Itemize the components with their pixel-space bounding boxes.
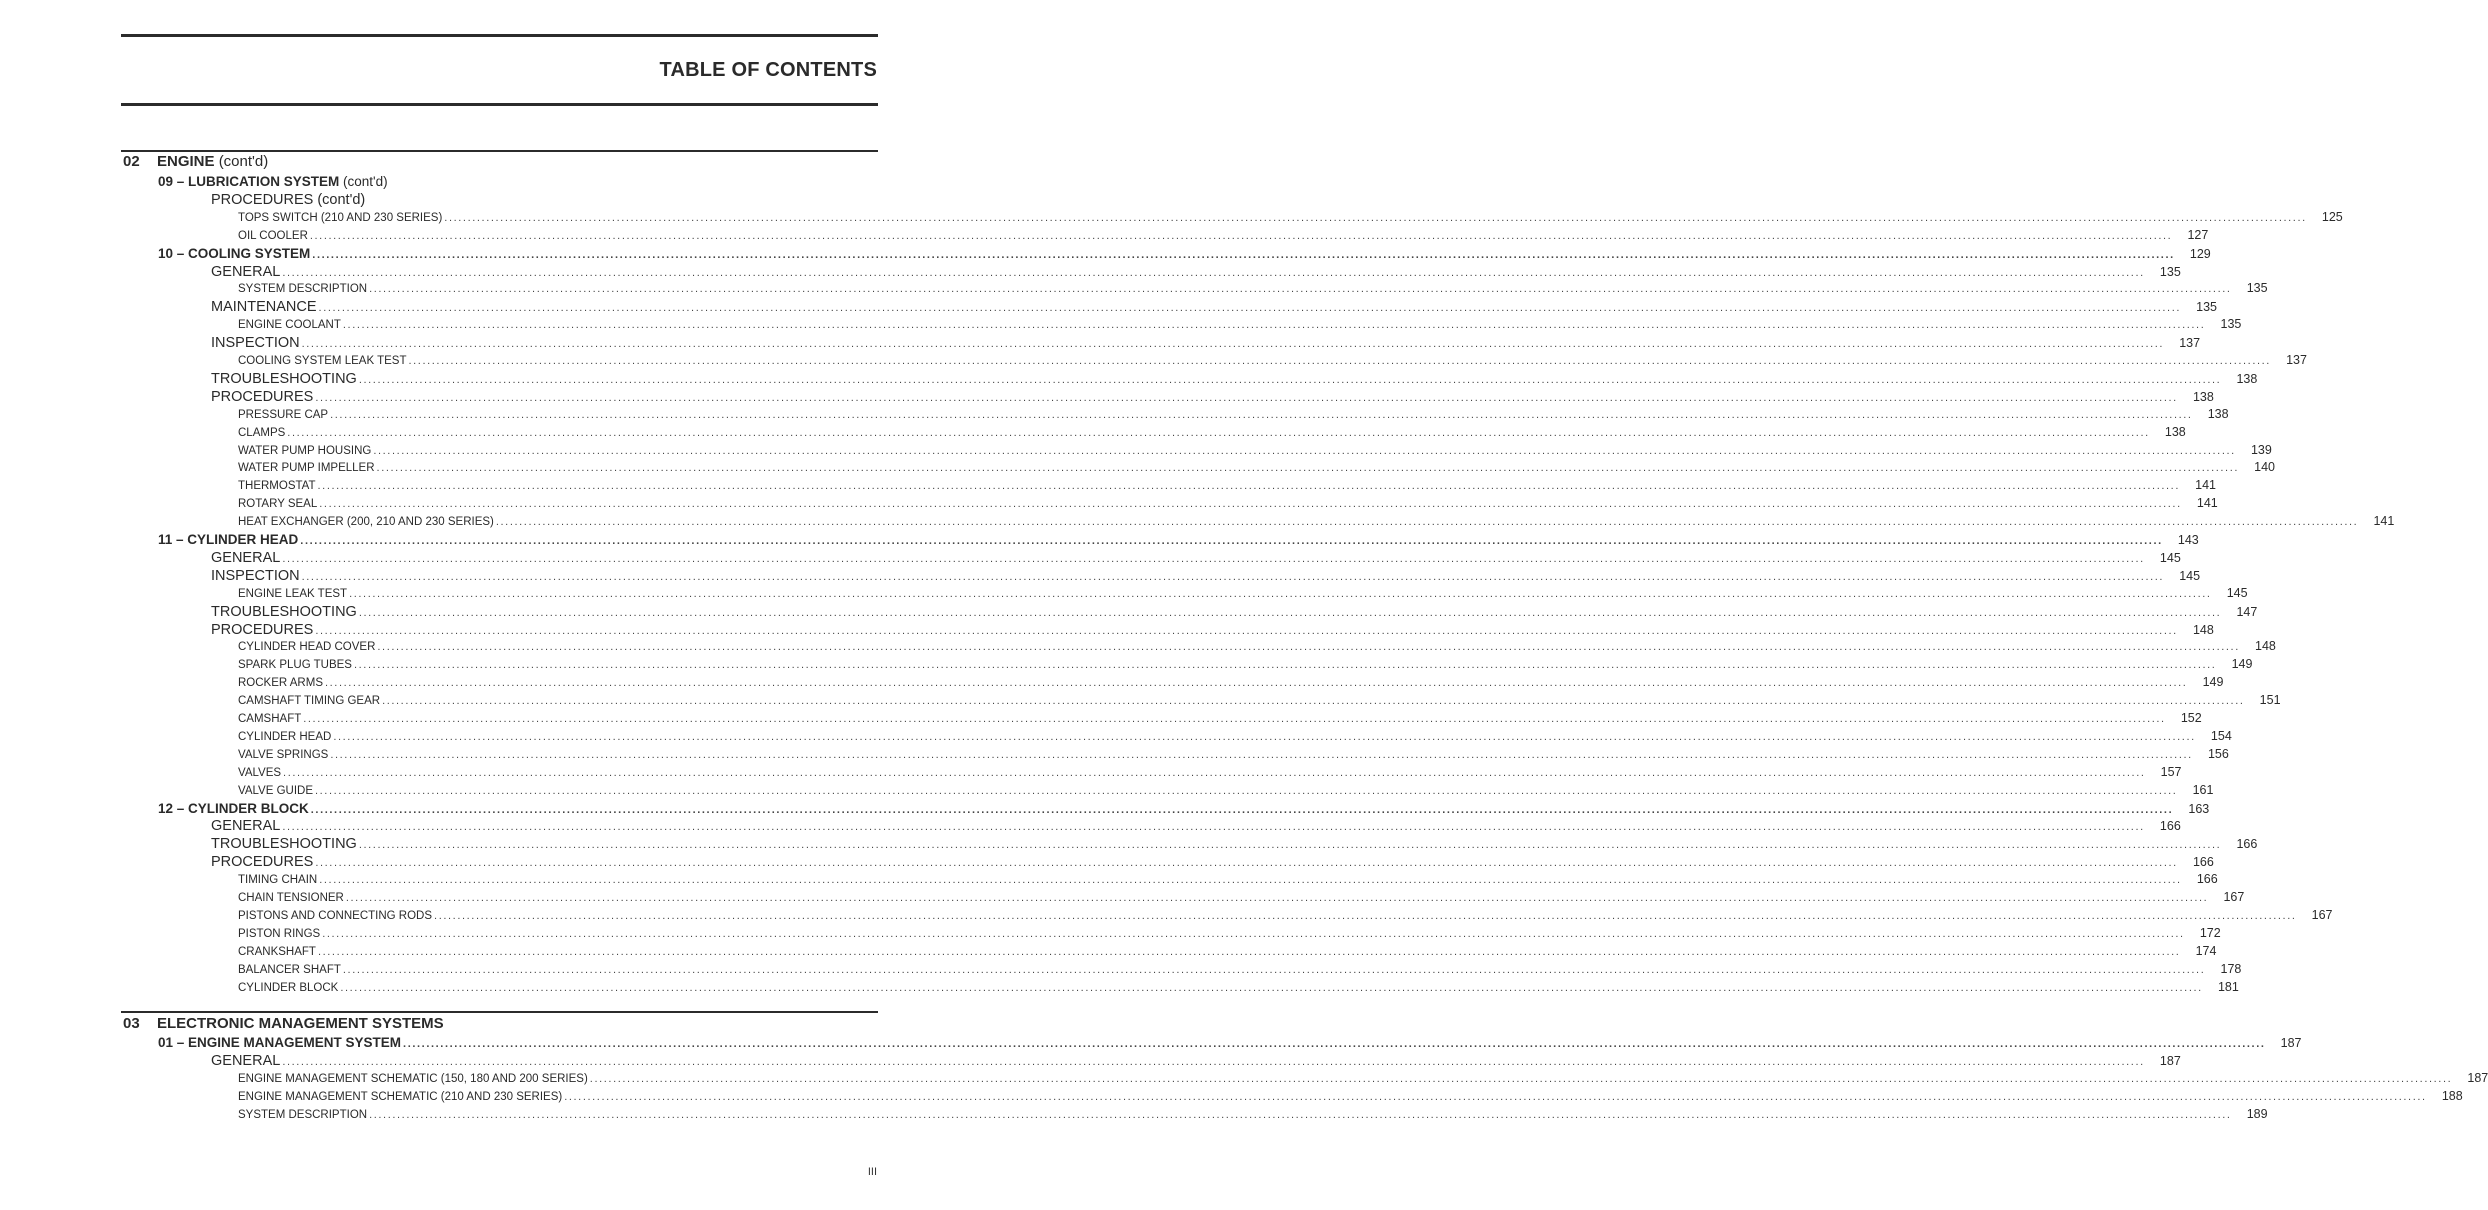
toc-entry-label: [238, 641, 375, 653]
toc-entry[interactable]: [238, 585, 2248, 600]
toc-entry-page: 139: [2250, 442, 2272, 457]
section-title: [157, 153, 268, 170]
toc-entry-page: 148: [2192, 622, 2214, 637]
toc-entry-label: [238, 695, 380, 707]
toc-entry-title: PROCEDURES: [211, 621, 314, 638]
toc-entry-page: 125: [2321, 209, 2343, 224]
dot-leader: ................................................................................................................................................................................................................................................................................................................................................................................................................: [322, 927, 2185, 940]
toc-entry[interactable]: [238, 442, 2272, 457]
toc-entry-title: PROCEDURES (cont'd): [211, 191, 366, 208]
dot-leader: ................................................................................................................................................................................................................................................................................................................................................................................................................: [319, 874, 2182, 887]
section-title: ELECTRONIC MANAGEMENT SYSTEMS: [157, 1015, 444, 1032]
dot-leader: ................................................................................................................................................................................................................................................................................................................................................................................................................: [310, 803, 2174, 816]
toc-entry-title: INSPECTION: [211, 567, 300, 584]
toc-entry[interactable]: [238, 496, 2218, 511]
section-02-rule: [121, 150, 878, 152]
dot-leader: ................................................................................................................................................................................................................................................................................................................................................................................................................: [312, 248, 2175, 261]
dot-leader: ................................................................................................................................................................................................................................................................................................................................................................................................................: [330, 408, 2193, 421]
toc-entry[interactable]: [238, 746, 2229, 761]
toc-entry-label: [158, 532, 298, 547]
toc-entry-label: [238, 319, 341, 331]
toc-entry-title: ENGINE COOLANT: [238, 319, 341, 332]
toc-entry[interactable]: [238, 424, 2186, 439]
toc-entry-page: 181: [2217, 979, 2239, 994]
dot-leader: ................................................................................................................................................................................................................................................................................................................................................................................................................: [333, 730, 2196, 743]
dot-leader: ................................................................................................................................................................................................................................................................................................................................................................................................................: [353, 659, 2217, 672]
toc-entry-title: PISTON RINGS: [238, 927, 321, 940]
toc-entry-page: 161: [2192, 782, 2214, 797]
toc-entry[interactable]: [211, 854, 2214, 871]
toc-entry-page: 147: [2236, 604, 2258, 619]
dot-leader: ................................................................................................................................................................................................................................................................................................................................................................................................................: [283, 766, 2146, 779]
toc-entry-label: [158, 801, 309, 816]
toc-entry-label: [238, 713, 301, 725]
toc-entry-label: [211, 550, 280, 566]
toc-entry[interactable]: [238, 872, 2218, 887]
toc-entry-label: [238, 230, 308, 242]
toc-entry-label: [158, 174, 388, 189]
toc-entry[interactable]: [238, 227, 2209, 242]
dot-leader: ................................................................................................................................................................................................................................................................................................................................................................................................................: [319, 498, 2182, 511]
toc-entry-title: SYSTEM DESCRIPTION: [238, 1108, 368, 1121]
dot-leader: ................................................................................................................................................................................................................................................................................................................................................................................................................: [340, 981, 2203, 994]
toc-entry-label: [238, 659, 352, 671]
toc-entry-page: 143: [2177, 533, 2199, 547]
toc-entry-page: 189: [2246, 1106, 2268, 1121]
toc-entry-page: 129: [2189, 246, 2211, 261]
toc-entry[interactable]: [158, 1035, 2302, 1050]
dot-leader: ................................................................................................................................................................................................................................................................................................................................................................................................................: [315, 624, 2178, 637]
toc-entry-label: [238, 498, 317, 510]
dot-leader: ................................................................................................................................................................................................................................................................................................................................................................................................................: [282, 266, 2145, 279]
toc-entry-label: [238, 677, 323, 689]
toc-entry-title: 11 – CYLINDER HEAD: [158, 532, 299, 547]
toc-entry[interactable]: [158, 245, 2211, 261]
toc-entry-title: CYLINDER HEAD COVER: [238, 641, 376, 654]
toc-entry-page: 157: [2160, 764, 2182, 779]
toc-entry-title: ENGINE MANAGEMENT SCHEMATIC (210 AND 230 SERIES): [238, 1090, 563, 1103]
toc-entry-title: 10 – COOLING SYSTEM: [158, 245, 311, 261]
dot-leader: ................................................................................................................................................................................................................................................................................................................................................................................................................: [373, 444, 2236, 457]
toc-entry-label: [211, 604, 357, 620]
toc-entry[interactable]: [238, 209, 2343, 224]
section-03-rule: [121, 1011, 878, 1013]
toc-entry-title: CLAMPS: [238, 426, 286, 439]
dot-leader: ................................................................................................................................................................................................................................................................................................................................................................................................................: [376, 462, 2240, 475]
toc-entry[interactable]: [238, 675, 2224, 690]
toc-entry-page: 187: [2280, 1036, 2302, 1050]
toc-entry-label: [238, 892, 344, 904]
dot-leader: ................................................................................................................................................................................................................................................................................................................................................................................................................: [300, 535, 2163, 547]
dot-leader: ................................................................................................................................................................................................................................................................................................................................................................................................................: [358, 839, 2222, 852]
toc-entry[interactable]: [238, 728, 2232, 743]
dot-leader: ................................................................................................................................................................................................................................................................................................................................................................................................................: [282, 1055, 2145, 1068]
toc-entry-title: VALVES: [238, 766, 282, 779]
toc-entry-label: [238, 516, 494, 528]
toc-entry[interactable]: [238, 711, 2202, 725]
toc-entry-label: [211, 299, 317, 315]
toc-entry-page: 149: [2202, 675, 2224, 690]
toc-entry-page: 135: [2159, 264, 2181, 279]
toc-entry-page: 188: [2441, 1088, 2463, 1103]
dot-leader: ................................................................................................................................................................................................................................................................................................................................................................................................................: [345, 892, 2209, 904]
toc-entry-title: CYLINDER HEAD: [238, 730, 332, 743]
toc-entry-title: ENGINE LEAK TEST: [238, 587, 348, 600]
toc-entry[interactable]: [211, 836, 2258, 853]
toc-entry[interactable]: [238, 460, 2276, 475]
toc-entry-page: 166: [2196, 872, 2218, 887]
toc-entry[interactable]: [238, 353, 2307, 367]
section-03-heading: [121, 1015, 878, 1033]
toc-entry-page: 138: [2207, 406, 2229, 421]
toc-entry[interactable]: [238, 478, 2216, 493]
toc-entry-label: [238, 928, 320, 940]
toc-entry-page: 174: [2195, 943, 2217, 958]
toc-entry-label: [238, 283, 367, 295]
toc-entry[interactable]: [211, 335, 2201, 352]
toc-entry-page: 141: [2196, 496, 2218, 511]
section-title-suffix: (cont'd): [218, 153, 269, 170]
dot-leader: ................................................................................................................................................................................................................................................................................................................................................................................................................: [564, 1090, 2427, 1103]
toc-entry[interactable]: [238, 979, 2239, 994]
toc-entry-title: VALVE GUIDE: [238, 784, 313, 797]
toc-entry-label: [238, 462, 375, 474]
header-bottom-rule: [121, 103, 878, 106]
toc-entry-title: GENERAL: [211, 1052, 281, 1069]
toc-entry-title: PRESSURE CAP: [238, 408, 329, 421]
toc-entry-title: GENERAL: [211, 818, 281, 835]
toc-entry[interactable]: [211, 1052, 2181, 1069]
toc-entry-page: 138: [2164, 424, 2186, 439]
dot-leader: ................................................................................................................................................................................................................................................................................................................................................................................................................: [495, 516, 2359, 529]
toc-entry-page: 145: [2159, 550, 2181, 565]
toc-entry-label: [238, 212, 442, 224]
dot-leader: ................................................................................................................................................................................................................................................................................................................................................................................................................: [342, 963, 2206, 976]
section-02-heading: [121, 153, 878, 171]
toc-entry-page: 138: [2236, 371, 2258, 386]
toc-entry-title: TOPS SWITCH (210 AND 230 SERIES): [238, 211, 443, 224]
toc-entry-title: ROCKER ARMS: [238, 677, 323, 690]
toc-entry[interactable]: [238, 907, 2333, 922]
toc-entry-title: CAMSHAFT: [238, 713, 302, 725]
toc-entry-label: [211, 836, 357, 852]
toc-entry-page: 156: [2207, 746, 2229, 761]
toc-entry-label: [238, 1091, 562, 1103]
toc-entry[interactable]: [238, 281, 2268, 296]
toc-entry-page: 145: [2226, 585, 2248, 600]
toc-entry-page: 187: [2467, 1070, 2488, 1085]
toc-entry-page: 172: [2199, 925, 2221, 940]
toc-entry-title: 12 – CYLINDER BLOCK: [158, 800, 309, 816]
toc-entry-title: CAMSHAFT TIMING GEAR: [238, 695, 381, 708]
toc-entry-title: 09 – LUBRICATION SYSTEM: [158, 174, 340, 189]
toc-entry-label: [238, 874, 317, 886]
toc-entry-page: 167: [2223, 890, 2245, 904]
toc-entry-label: [238, 445, 371, 457]
toc-entry-label: [158, 1035, 401, 1050]
dot-leader: ................................................................................................................................................................................................................................................................................................................................................................................................................: [434, 909, 2297, 922]
toc-entry-title: TIMING CHAIN: [238, 874, 318, 887]
toc-entry-title: INSPECTION: [211, 335, 300, 352]
toc-entry[interactable]: [238, 1070, 2488, 1085]
toc-entry[interactable]: [158, 532, 2199, 547]
toc-entry-page: 135: [2196, 300, 2218, 315]
toc-entry[interactable]: [211, 263, 2181, 280]
toc-entry-label: [238, 731, 331, 743]
toc-entry-label: [211, 371, 357, 387]
toc-entry-page: 138: [2192, 389, 2214, 404]
toc-entry-label: [238, 1073, 588, 1085]
toc-entry-page: 127: [2187, 227, 2209, 242]
dot-leader: ................................................................................................................................................................................................................................................................................................................................................................................................................: [330, 748, 2193, 761]
toc-entry[interactable]: [238, 317, 2242, 332]
toc-entry-label: [211, 1053, 280, 1069]
dot-leader: ................................................................................................................................................................................................................................................................................................................................................................................................................: [317, 480, 2180, 493]
toc-entry-label: [238, 767, 281, 779]
toc-entry-title: HEAT EXCHANGER (200, 210 AND 230 SERIES): [238, 516, 494, 529]
toc-entry-page: 166: [2236, 837, 2258, 852]
toc-entry-label: [238, 1109, 367, 1121]
toc-entry-label: [211, 568, 300, 584]
dot-leader: ................................................................................................................................................................................................................................................................................................................................................................................................................: [282, 552, 2145, 565]
toc-entry-page: 140: [2254, 460, 2276, 475]
section-title-text: ENGINE: [157, 153, 215, 170]
toc-entry-page: 154: [2210, 728, 2232, 743]
toc-entry-title: TROUBLESHOOTING: [211, 603, 357, 620]
toc-entry-title: OIL COOLER: [238, 229, 308, 242]
toc-entry-title: COOLING SYSTEM LEAK TEST: [238, 355, 407, 367]
toc-entry-label: [158, 246, 310, 261]
dot-leader: ................................................................................................................................................................................................................................................................................................................................................................................................................: [303, 713, 2166, 725]
toc-entry-page: 135: [2246, 281, 2268, 296]
toc-entry[interactable]: [238, 782, 2214, 797]
toc-entry-label: [238, 355, 407, 367]
dot-leader: ................................................................................................................................................................................................................................................................................................................................................................................................................: [301, 570, 2165, 583]
toc-entry[interactable]: [158, 174, 878, 189]
footer-page-number: III: [867, 1166, 877, 1178]
dot-leader: ................................................................................................................................................................................................................................................................................................................................................................................................................: [589, 1072, 2453, 1085]
toc-entry-title: THERMOSTAT: [238, 480, 316, 493]
dot-leader: ................................................................................................................................................................................................................................................................................................................................................................................................................: [282, 821, 2145, 834]
dot-leader: ................................................................................................................................................................................................................................................................................................................................................................................................................: [369, 283, 2232, 296]
dot-leader: ................................................................................................................................................................................................................................................................................................................................................................................................................: [315, 857, 2178, 870]
toc-entry[interactable]: [211, 388, 2214, 405]
toc-entry[interactable]: [238, 943, 2217, 958]
toc-entry-label: [238, 785, 313, 797]
toc-entry-page: 148: [2255, 639, 2276, 654]
header-top-rule: [121, 34, 878, 37]
toc-entry[interactable]: [211, 567, 2201, 584]
toc-entry-title: 01 – ENGINE MANAGEMENT SYSTEM: [158, 1035, 402, 1050]
dot-leader: ................................................................................................................................................................................................................................................................................................................................................................................................................: [358, 373, 2222, 386]
toc-entry-title: PROCEDURES: [211, 388, 314, 405]
toc-entry[interactable]: [211, 549, 2181, 566]
dot-leader: ................................................................................................................................................................................................................................................................................................................................................................................................................: [301, 338, 2165, 351]
toc-entry-page: 166: [2159, 819, 2181, 834]
toc-entry-title: TROUBLESHOOTING: [211, 836, 357, 853]
dot-leader: ................................................................................................................................................................................................................................................................................................................................................................................................................: [318, 302, 2182, 315]
toc-entry-page: 141: [2195, 478, 2216, 493]
toc-entry-label: [211, 622, 313, 638]
toc-entry[interactable]: [238, 1106, 2268, 1121]
toc-entry[interactable]: [158, 800, 2210, 816]
toc-entry-page: 167: [2311, 907, 2333, 922]
toc-entry-page: 178: [2220, 961, 2242, 976]
toc-entry-title: SPARK PLUG TUBES: [238, 659, 352, 672]
toc-entry-suffix: (cont'd): [343, 174, 388, 189]
toc-entry-title: WATER PUMP IMPELLER: [238, 462, 375, 475]
toc-entry[interactable]: [238, 961, 2242, 976]
toc-entry-title: WATER PUMP HOUSING: [238, 444, 372, 457]
toc-entry-page: 166: [2192, 855, 2214, 870]
toc-entry-label: [211, 389, 313, 405]
toc-entry[interactable]: [238, 925, 2221, 940]
toc-entry[interactable]: [211, 621, 2214, 638]
toc-entry-label: [238, 910, 432, 922]
toc-entry-page: 187: [2159, 1053, 2181, 1068]
toc-entry-title: CYLINDER BLOCK: [238, 981, 339, 994]
toc-entry-title: PROCEDURES: [211, 854, 314, 871]
toc-entry-label: [211, 264, 280, 280]
dot-leader: ................................................................................................................................................................................................................................................................................................................................................................................................................: [317, 945, 2181, 958]
toc-entry[interactable]: [238, 639, 2276, 654]
dot-leader: ................................................................................................................................................................................................................................................................................................................................................................................................................: [315, 391, 2178, 404]
toc-entry-title: MAINTENANCE: [211, 299, 317, 316]
toc-entry-label: [211, 854, 313, 870]
toc-entry[interactable]: [211, 603, 2258, 620]
toc-entry-label: [211, 192, 365, 208]
toc-entry[interactable]: [238, 764, 2182, 779]
toc-entry-label: [238, 946, 316, 958]
section-number: 03: [123, 1015, 140, 1032]
dot-leader: ................................................................................................................................................................................................................................................................................................................................................................................................................: [444, 211, 2307, 224]
toc-entry-title: VALVE SPRINGS: [238, 748, 329, 761]
toc-entry-title: CHAIN TENSIONER: [238, 892, 344, 904]
dot-leader: ................................................................................................................................................................................................................................................................................................................................................................................................................: [287, 426, 2150, 439]
dot-leader: ................................................................................................................................................................................................................................................................................................................................................................................................................: [408, 355, 2271, 367]
toc-entry-page: 151: [2259, 693, 2281, 708]
toc-entry-page: 163: [2188, 801, 2210, 816]
toc-entry[interactable]: [238, 657, 2253, 672]
toc-entry-label: [238, 409, 328, 421]
toc-entry[interactable]: [238, 406, 2229, 421]
toc-entry-title: BALANCER SHAFT: [238, 963, 341, 976]
dot-leader: ................................................................................................................................................................................................................................................................................................................................................................................................................: [342, 319, 2206, 332]
toc-entry-page: 152: [2180, 711, 2202, 725]
toc-entry-page: 149: [2231, 657, 2253, 672]
toc-entry-page: 137: [2286, 353, 2307, 367]
dot-leader: ................................................................................................................................................................................................................................................................................................................................................................................................................: [349, 587, 2212, 600]
toc-entry-title: GENERAL: [211, 263, 281, 280]
toc-entry[interactable]: [238, 890, 2245, 904]
toc-entry[interactable]: [211, 299, 2218, 316]
dot-leader: ................................................................................................................................................................................................................................................................................................................................................................................................................: [315, 784, 2178, 797]
toc-entry-label: [238, 427, 285, 439]
dot-leader: ................................................................................................................................................................................................................................................................................................................................................................................................................: [382, 695, 2245, 708]
toc-entry[interactable]: [211, 192, 878, 208]
toc-entry-title: ENGINE MANAGEMENT SCHEMATIC (150, 180 AND 200 SERIES): [238, 1072, 588, 1085]
toc-entry-page: 135: [2220, 317, 2242, 332]
toc-entry-label: [238, 480, 316, 492]
toc-entry[interactable]: [211, 370, 2258, 387]
toc-entry-title: TROUBLESHOOTING: [211, 370, 357, 387]
toc-entry-page: 141: [2373, 514, 2395, 529]
toc-entry-page: 137: [2179, 336, 2201, 351]
toc-entry-label: [238, 982, 338, 994]
toc-entry-label: [211, 818, 280, 834]
toc-entry-title: SYSTEM DESCRIPTION: [238, 283, 368, 296]
toc-entry[interactable]: [238, 693, 2281, 708]
toc-entry-label: [238, 588, 347, 600]
toc-entry-title: PISTONS AND CONNECTING RODS: [238, 909, 433, 922]
toc-entry-title: ROTARY SEAL: [238, 498, 318, 511]
toc-entry[interactable]: [211, 818, 2181, 835]
section-number: 02: [123, 153, 140, 170]
dot-leader: ................................................................................................................................................................................................................................................................................................................................................................................................................: [309, 229, 2173, 242]
dot-leader: ................................................................................................................................................................................................................................................................................................................................................................................................................: [358, 606, 2222, 619]
toc-entry-title: CRANKSHAFT: [238, 945, 316, 958]
toc-entry[interactable]: [238, 1088, 2463, 1103]
toc-entry[interactable]: [238, 514, 2395, 529]
dot-leader: ................................................................................................................................................................................................................................................................................................................................................................................................................: [377, 641, 2240, 654]
toc-entry-label: [238, 964, 341, 976]
page-title: TABLE OF CONTENTS: [659, 59, 877, 81]
dot-leader: ................................................................................................................................................................................................................................................................................................................................................................................................................: [403, 1038, 2266, 1050]
toc-entry-label: [238, 749, 328, 761]
dot-leader: ................................................................................................................................................................................................................................................................................................................................................................................................................: [369, 1108, 2232, 1121]
toc-entry-page: 145: [2179, 568, 2201, 583]
toc-entry-label: [211, 335, 300, 351]
dot-leader: ................................................................................................................................................................................................................................................................................................................................................................................................................: [325, 677, 2188, 690]
toc-entry-title: GENERAL: [211, 549, 281, 566]
